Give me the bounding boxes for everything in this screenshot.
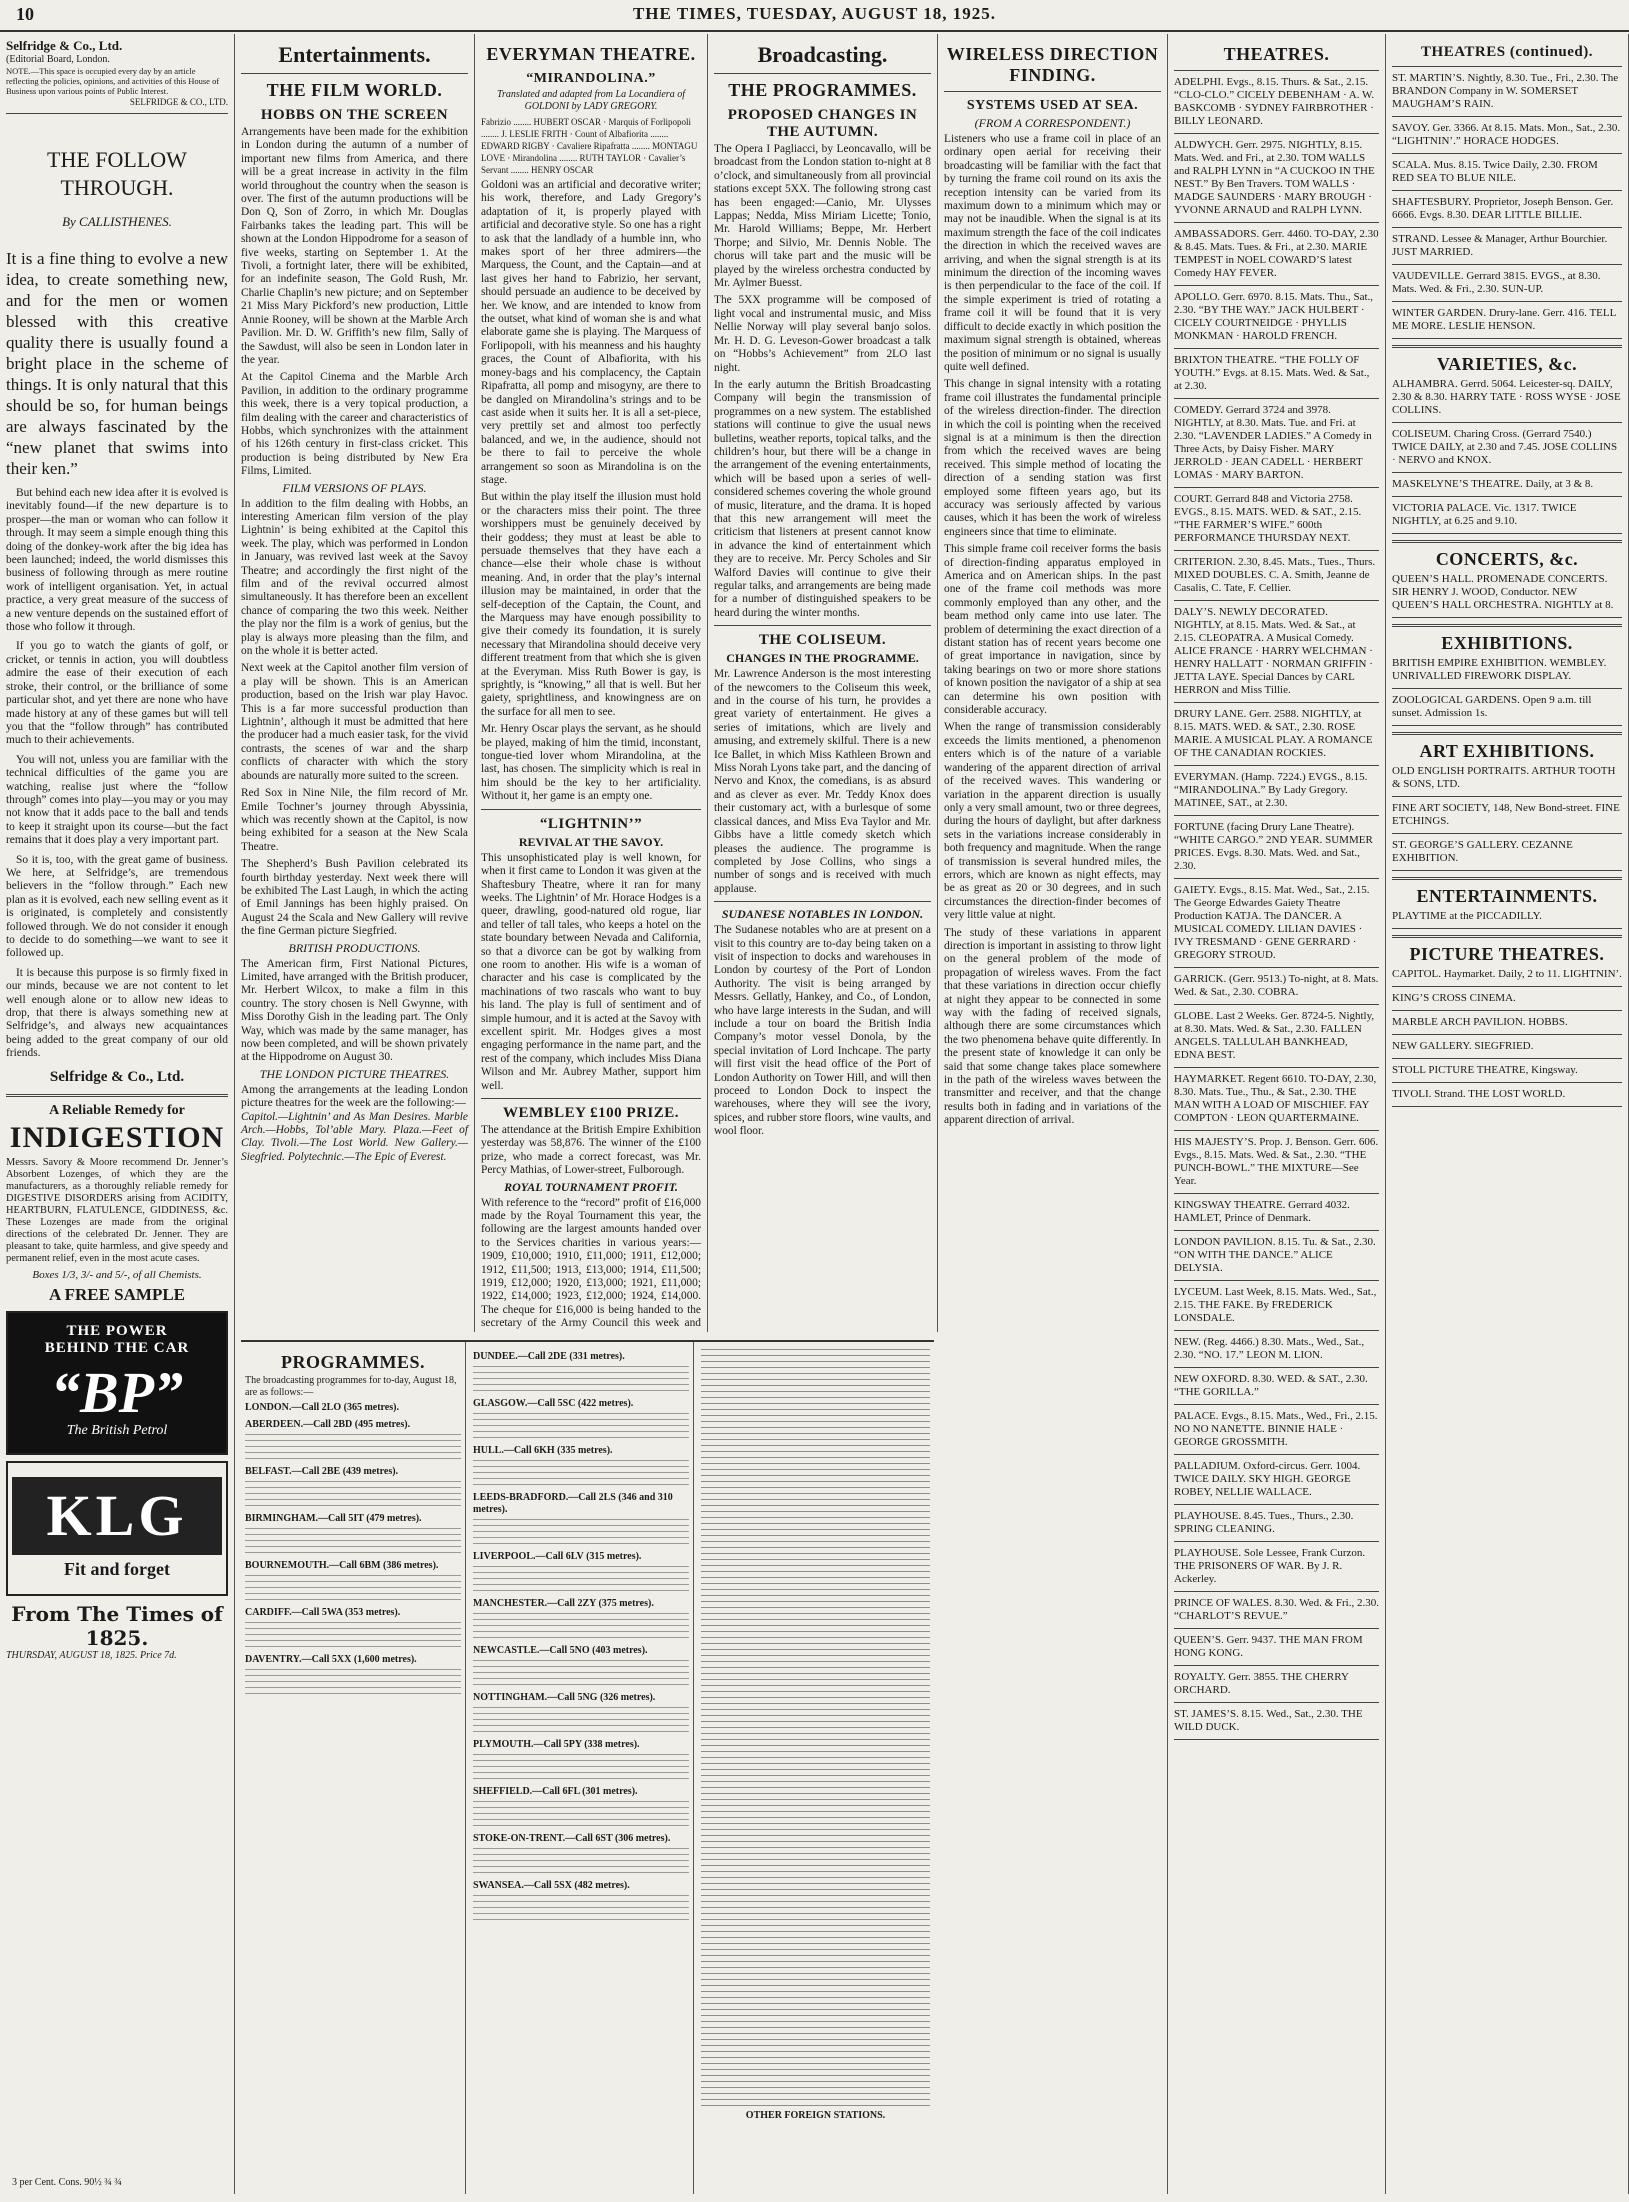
subhead-british: BRITISH PRODUCTIONS. — [288, 940, 421, 955]
article-para-6: It is because this purpose is so firmly fixed in our minds, because we are not content to let well enough alone or to allow new ideas to drop, that there is always something new at Selfridge’s, and always new acquaintances being added to the great company of our old friends. — [6, 966, 228, 1060]
programme-details — [473, 1704, 689, 1734]
programmes-col-1 — [241, 1342, 466, 2194]
film-text-7: The American firm, First National Pictures, Limited, have arranged with the British producer, Mr. Herbert Wilcox, to make a film in this country. The story chosen is Nell Gwynne, with Miss Dorothy Gish in the leading part. The Only Way, which was made by the same manager, has now been completed, and will be shown privately at the Hippodrome on August 30. — [241, 957, 468, 1064]
review-text-1: Goldoni was an artificial and decorative writer; his work, therefore, and Lady Gregory’s adaptation of it, is properly played with artificial and decorative style. So one has a right to ask that the landlady of a humble inn, who makes sport of her three admirers—the Marquess, the Count, and the Captain—and at last gives her hand to Fabrizio, her servant, should persuade an audience to be deceived by her. We know, and are intended to know from the outset, what kind of woman she is and what elaborate game she is playing. The Marquess of Forlipopoli, with his meanness and his haughty graces, the Count of Albafiorita, with his money-bags and his complacency, the Captain Ripafratta, all pomp and misogyny, are there to be dangled on Mirandolina’s strings and to be cast aside when it suits her. It is all a set-piece, very prettily set and almost too perfectly balanced, and we, in the audience, should not be there to fail to perceive the whole arrangement so soon as Mirandolina is on the stage. — [481, 179, 701, 486]
theatre-listing: GAIETY. Evgs., 8.15. Mat. Wed., Sat., 2.15. The George Edwardes Gaiety Theatre Production KATJA. The DANCER. A MUSICAL COMEDY. LILIAN DAVIES · IVY TRESMAND · GENE GERRARD · GREGORY STROUD. — [1174, 884, 1370, 961]
bp-line-1: THE POWER — [66, 1322, 168, 1339]
picture-theatre-listing: CAPITOL. Haymarket. Daily, 2 to 11. LIGHTNIN’. — [1392, 968, 1622, 980]
foreign-programme-details — [701, 1346, 930, 2106]
remedy-sample: A FREE SAMPLE — [48, 1284, 186, 1304]
column-selfridge — [0, 34, 235, 2194]
programme-station: CARDIFF.—Call 5WA (353 metres). — [245, 1607, 401, 1618]
theatre-listing: HIS MAJESTY’S. Prop. J. Benson. Gerr. 606. Evgs., 8.15. Mats. Wed. & Sat., 2.30. “THE PUNCH-BOWL.” THE MIXTURE—See Year. — [1174, 1136, 1379, 1187]
programme-station: PLYMOUTH.—Call 5PY (338 metres). — [473, 1739, 640, 1750]
column-broadcasting — [708, 34, 938, 1332]
film-text-1: Arrangements have been made for the exhibition in London during the autumn of a number of important new films from America, and there will be a great increase in activity in the film world throughout the country when the season is over. The first of the autumn productions will be Don Q, Son of Zorro, in which Mr. Douglas Fairbanks takes the leading part. This will be shown at the London Hippodrome for a season of five weeks, starting on September 1. At the Tivoli, a fortnight later, there will be exhibited, for an indefinite season, The Gold Rush, Mr. Charlie Chaplin’s new picture; and on September 21 Miss Mary Pickford’s new production, Little Annie Rooney, will be shown at the Marble Arch Pavilion. Mr. D. W. Griffith’s new film, Sally of the Sawdust, will also be seen in London later in the year. — [241, 126, 468, 366]
theatre-listing: BRIXTON THEATRE. “THE FOLLY OF YOUTH.” Evgs. at 8.15. Mats. Wed. & Sat., at 2.30. — [1174, 354, 1370, 392]
programme-station: LIVERPOOL.—Call 6LV (315 metres). — [473, 1551, 642, 1562]
article-para-4: You will not, unless you are familiar with the technical difficulties of the game you are watching, realise just where the “follow through” comes into play—you may or you may not know that it adds pace to the ball and tends to keep it straight upon its course—but the fact remains that it does play a very important part. — [6, 753, 228, 847]
article-byline: By CALLISTHENES. — [62, 214, 172, 229]
theatre-listing: ST. JAMES’S. 8.15. Wed., Sat., 2.30. THE WILD DUCK. — [1174, 1708, 1363, 1733]
bp-tagline: The British Petrol — [66, 1422, 168, 1438]
headline-hobbs: HOBBS ON THE SCREEN — [260, 107, 449, 123]
headline-coliseum-changes: CHANGES IN THE PROGRAMME. — [726, 651, 919, 666]
programme-station: STOKE-ON-TRENT.—Call 6ST (306 metres). — [473, 1833, 671, 1844]
headline-film-world: THE FILM WORLD. — [266, 80, 443, 100]
theatres-list — [1174, 76, 1379, 1740]
programme-station: NEWCASTLE.—Call 5NO (403 metres). — [473, 1645, 648, 1656]
section-varieties: VARIETIES, &c. — [1436, 354, 1578, 374]
programmes-block — [241, 1340, 934, 2194]
variety-listing: MASKELYNE’S THEATRE. Daily, at 3 & 8. — [1392, 478, 1594, 490]
article-headline: THE FOLLOW THROUGH. — [47, 147, 187, 200]
art-list — [1392, 765, 1622, 871]
film-text-3: In addition to the film dealing with Hobbs, an interesting American film version of the play Lightnin’ is being exhibited at the Capitol this week. The play, which was performed in London in January, was revived last week at the Savoy Theatre; and accordingly the first night of the film and of the revival occurred almost simultaneously. It has therefore been an excellent chance of comparing the two this week. Neither the play nor the film is a work of genius, but the play is always more pleasing than the film, and on the whole it is better acted. — [241, 497, 468, 658]
programme-details — [473, 1751, 689, 1781]
firm-sub: (Editorial Board, London. — [6, 54, 110, 65]
headline-coliseum: THE COLISEUM. — [758, 632, 887, 649]
programme-station: MANCHESTER.—Call 2ZY (375 metres). — [473, 1598, 654, 1609]
bp-advert — [6, 1311, 228, 1455]
theatre-listing: APOLLO. Gerr. 6970. 8.15. Mats. Thu., Sat., 2.30. “BY THE WAY.” JACK HULBERT · CICELY COURTNEIDGE · PHYLLIS MONKMAN · HAROLD FRENCH. — [1174, 291, 1374, 342]
programme-station: NOTTINGHAM.—Call 5NG (326 metres). — [473, 1692, 656, 1703]
theatre-listing: PLAYHOUSE. Sole Lessee, Frank Curzon. THE PRISONERS OF WAR. By J. R. Ackerley. — [1174, 1547, 1366, 1585]
programme-london: LONDON.—Call 2LO (365 metres). — [245, 1402, 399, 1413]
headline-everyman: EVERYMAN THEATRE. — [486, 44, 696, 64]
programme-station: SHEFFIELD.—Call 6FL (301 metres). — [473, 1786, 638, 1797]
programme-station: ABERDEEN.—Call 2BD (495 metres). — [245, 1419, 411, 1430]
theatre-listing: SHAFTESBURY. Proprietor, Joseph Benson. Ger. 6666. Evgs. 8.30. DEAR LITTLE BILLIE. — [1392, 196, 1614, 221]
bp-line-1b: BEHIND THE CAR — [44, 1339, 190, 1356]
concert-listing: QUEEN’S HALL. PROMENADE CONCERTS. SIR HENRY J. WOOD, Conductor. NEW QUEEN’S HALL ORCHESTRA. NIGHTLY at 8. — [1392, 573, 1614, 611]
programme-stations-a — [245, 1419, 461, 1696]
film-text-2: At the Capitol Cinema and the Marble Arch Pavilion, in addition to the ordinary programme this week, there is a very topical production, a film dealing with the career and characteristics of Hobbs, which synchronizes with the attainment of his 126th century in first-class cricket. This production is being distributed by New Era Films, Limited. — [241, 371, 468, 478]
theatre-listing: GARRICK. (Gerr. 9513.) To-night, at 8. Mats. Wed. & Sat., 2.30. COBRA. — [1174, 973, 1379, 998]
theatre-listing: COURT. Gerrard 848 and Victoria 2758. EVGS., 8.15. MATS. WED. & SAT., 2.15. “THE FARMER’S WIFE.” 600th PERFORMANCE THURSDAY NEXT. — [1174, 493, 1362, 544]
coliseum-text: Mr. Lawrence Anderson is the most interesting of the newcomers to the Coliseum this week, and in the course of his turn, he provides a great variety of entertainment. He gives a series of imitations, which are lively and amusing, and extremely skilful. There is a new Ice Ballet, in which Miss Kathleen Brown and Miss Norah Lyons take part, and the dancing of Nervo and Knox, the comedians, is as absurd and as clever as ever. Mr. Teddy Knox does their customary act, with a burlesque of some classical dances, and Miss Eva Taylor and Mr. Gibbs have a little comedy sketch which pleases the audience. The programme is completed by Jose Collins, who sings a number of songs and is received with much applause. — [714, 668, 931, 895]
other-foreign-stations: OTHER FOREIGN STATIONS. — [745, 2110, 886, 2121]
headline-tournament: ROYAL TOURNAMENT PROFIT. — [504, 1179, 678, 1194]
section-concerts: CONCERTS, &c. — [1435, 549, 1579, 569]
firm-signature: SELFRIDGE & CO., LTD. — [129, 97, 228, 107]
theatre-listing: ALDWYCH. Gerr. 2975. NIGHTLY, 8.15. Mats. Wed. and Fri., at 2.30. TOM WALLS and RALPH LYNN in “A CUCKOO IN THE NEST.” By Ben Travers. TOM WALLS · MADGE SAUNDERS · MARY BROUGH · YVONNE ARNAUD and RALPH LYNN. — [1174, 139, 1375, 216]
column-everyman — [475, 34, 708, 1332]
variety-listing: VICTORIA PALACE. Vic. 1317. TWICE NIGHTLY, at 6.25 and 9.10. — [1392, 502, 1577, 527]
bp-logo: “BP” — [50, 1359, 184, 1425]
programme-stations-b — [473, 1351, 689, 1922]
firm-name: Selfridge & Co., Ltd. — [6, 38, 123, 53]
programme-station: DUNDEE.—Call 2DE (331 metres). — [473, 1351, 625, 1362]
programme-details — [245, 1572, 461, 1602]
theatre-listing: PALACE. Evgs., 8.15. Mats., Wed., Fri., 2.15. NO NO NANETTE. BINNIE HALE · GEORGE GROSSMITH. — [1174, 1410, 1378, 1448]
masthead — [0, 0, 1629, 32]
theatre-listing: CRITERION. 2.30, 8.45. Mats., Tues., Thurs. MIXED DOUBLES. C. A. Smith, Jeanne de Casalis, C. Tate, F. Cellier. — [1174, 556, 1376, 594]
headline-mirandolina: “MIRANDOLINA.” — [526, 71, 656, 86]
theatre-listing: STRAND. Lessee & Manager, Arthur Bourchier. JUST MARRIED. — [1392, 233, 1608, 258]
theatre-listing: VAUDEVILLE. Gerrard 3815. EVGS., at 8.30. Mats. Wed. & Fri., 2.30. SUN-UP. — [1392, 270, 1601, 295]
review-text-3: Mr. Henry Oscar plays the servant, as he should be played, making of him the timid, inconstant, tongue-tied lover whom Mirandolina, at the last, has chosen. The simplicity which is real in him should be the key to her artificiality. Without it, her game is an empty one. — [481, 723, 701, 803]
theatre-listing: NEW. (Reg. 4466.) 8.30. Mats., Wed., Sat., 2.30. “NO. 17.” LEON M. LION. — [1174, 1336, 1365, 1361]
page-title: THE TIMES, TUESDAY, AUGUST 18, 1925. — [632, 4, 997, 23]
klg-advert — [6, 1461, 228, 1596]
theatres-continued-list — [1392, 72, 1622, 339]
picture-theatre-listing: KING’S CROSS CINEMA. — [1392, 992, 1516, 1004]
section-exhibitions: EXHIBITIONS. — [1441, 633, 1573, 653]
theatre-listing: ST. MARTIN’S. Nightly, 8.30. Tue., Fri., 2.30. The BRANDON Company in W. SOMERSET MAUGHAM’S RAIN. — [1392, 72, 1619, 110]
variety-listing: COLISEUM. Charing Cross. (Gerrard 7540.) TWICE DAILY, at 2.30 and 7.45. JOSE COLLINS · NERVO and KNOX. — [1392, 428, 1618, 466]
film-text-9: Capitol.—Lightnin’ and As Man Desires. Marble Arch.—Hobbs, Tol’able Mary. Plaza.—Feet of Clay. Tivoli.—The Lost World. New Gallery.—Siegfried. Polytechnic.—The Epic of Everest. — [241, 1110, 468, 1163]
theatre-listing: KINGSWAY THEATRE. Gerrard 4032. HAMLET, Prince of Denmark. — [1174, 1199, 1350, 1224]
programmes-col-3 — [697, 1342, 934, 2194]
programme-details — [473, 1563, 689, 1593]
programme-details — [245, 1478, 461, 1508]
programme-details — [473, 1457, 689, 1487]
section-entertainments: Entertainments. — [278, 42, 431, 67]
film-text-6: The Shepherd’s Bush Pavilion celebrated its fourth birthday yesterday. Next week there will be exhibited The Last Laugh, in which the acting of Emil Jannings has been highly praised. On August 24 the Scala and New Gallery will revive the fine German picture Siegfried. — [241, 858, 468, 938]
remedy-body: Messrs. Savory & Moore recommend Dr. Jenner’s Absorbent Lozenges, of which they are the manufacturers, as a thoroughly reliable remedy for DIGESTIVE DISORDERS arising from ACIDITY, HEARTBURN, FLATULENCE, GIDDINESS, &c. These Lozenges are made from the original directions of the celebrated Dr. Jenner. They are pleasant to take, quite harmless, and give speedy and permanent relief, even in the most acute cases. — [6, 1156, 228, 1264]
remedy-top: A Reliable Remedy for — [49, 1102, 185, 1118]
firm-footer: Selfridge & Co., Ltd. — [49, 1068, 185, 1085]
film-text-4: Next week at the Capitol another film version of a play will be shown. This is an American production, based on the Irish war play Havoc. This is a far more successful production than Lightnin’, although it must be admitted that here the producer had a much easier task, for the vivid contrasts, the scenes of war and the sharp conflicts of character with which the story abounds are naturally more suited to the screen. — [241, 662, 468, 782]
wireless-text-1: Listeners who use a frame coil in place of an ordinary open aerial for receiving their broadcasting will be familiar with the fact that by turning the frame coil round on its axis the reception intensity can be varied from its maximum down to a minimum which may or may not be inaudible. When the signal is at its maximum strength the face of the coil indicates the direction in which the received waves are arriving, and when the signal strength is at its minimum the direction of the incoming waves is then perpendicular to the face of the coil. If the simple experiment is tried of rotating a frame coil it will be found that it is very difficult to decide exactly in which position the maximum signal strength is obtained, whereas the position of minimum or no signal is usually quite well defined. — [944, 133, 1161, 373]
theatre-listing: AMBASSADORS. Gerr. 4460. TO-DAY, 2.30 & 8.45. Mats. Tues. & Fri., at 2.30. MARIE TEMPEST in NOEL COWARD’S latest Comedy HAY FEVER. — [1174, 228, 1379, 279]
cast-list: Fabrizio ........ HUBERT OSCAR · Marquis of Forlipopoli ........ J. LESLIE FRITH · Count of Albafiorita ........ EDWARD RIGBY · Cavaliere Ripafratta ........ MONTAGU LOVE · Mirandolina ........ RUTH TAYLOR · Cavalier’s Servant ........ HENRY OSCAR — [481, 117, 698, 175]
picture-theatre-listing: TIVOLI. Strand. THE LOST WORLD. — [1392, 1088, 1566, 1100]
programme-station: BOURNEMOUTH.—Call 6BM (386 metres). — [245, 1560, 439, 1571]
programme-station: BELFAST.—Call 2BE (439 metres). — [245, 1466, 399, 1477]
art-listing: FINE ART SOCIETY, 148, New Bond-street. FINE ETCHINGS. — [1392, 802, 1620, 827]
article-para-2: But behind each new idea after it is evolved is inevitably found—if the new departure is to prosper—the man or woman who can follow it through. It may seem a simple enough thing this doing of the donkey-work after the big idea has been launched; indeed, the world dismisses this business of following through as mere routine work of intelligent organisation. Yet, in actual practice, a very great measure of the success of a new venture depends on the sustained effort of those who follow it through. — [6, 487, 228, 634]
programme-details — [473, 1610, 689, 1640]
art-listing: ST. GEORGE’S GALLERY. CEZANNE EXHIBITION. — [1392, 839, 1573, 864]
programme-station: HULL.—Call 6KH (335 metres). — [473, 1445, 613, 1456]
theatre-listing: LYCEUM. Last Week, 8.15. Mats. Wed., Sat., 2.15. THE FAKE. By FREDERICK LONSDALE. — [1174, 1286, 1377, 1324]
picture-theatre-listing: MARBLE ARCH PAVILION. HOBBS. — [1392, 1016, 1568, 1028]
lightnin-text: This unsophisticated play is well known, for when it first came to London it was given at the Shaftesbury Theatre, where it ran for many weeks. The Lightnin’ of Mr. Horace Hodges is a queer, drawling, good-natured old rogue, liar and teller of tall tales, who keeps a hotel on the state boundary between Nevada and California, so that a divorce can be got by walking from one room to another. His wife is a woman of character and his case is complicated by the machinations of two rascals who want to buy his land. The play is full of sentiment and of simple humour, and it is acted at the Savoy with excellent spirit. Mr. Hodges gives a most engaging performance in the name part, and the rest of the company, which includes Miss Diana Wilson and Mr. Aubrey Mather, support him well. — [481, 851, 701, 1092]
theatre-listing: HAYMARKET. Regent 6610. TO-DAY, 2.30, 8.30. Mats. Tue., Thu., & Sat., 2.30. THE MAN WITH A LOAD OF MISCHIEF. FAY COMPTON · LEON QUARTERMAINE. — [1174, 1073, 1377, 1124]
theatre-listing: NEW OXFORD. 8.30. WED. & SAT., 2.30. “THE GORILLA.” — [1174, 1373, 1368, 1398]
wireless-text-2: This change in signal intensity with a rotating frame coil illustrates the fundamental principle of the wireless direction-finder. The direction in which the coil is pointing when the received signal is at a minimum is then the direction from which the received waves are being received. This simple method of locating the direction of a sending station was first employed some fifteen years ago, but its accuracy was seriously affected by various causes, which it has been the work of wireless engineers since that time to eliminate. — [944, 378, 1161, 538]
picture-theatre-listing: NEW GALLERY. SIEGFRIED. — [1392, 1040, 1534, 1052]
programme-details — [473, 1892, 689, 1922]
subhead-picture-theatres: THE LONDON PICTURE THEATRES. — [259, 1066, 450, 1081]
klg-logo: KLG — [12, 1477, 222, 1555]
picture-theatres-list — [1392, 968, 1622, 1107]
remedy-price: Boxes 1/3, 3/- and 5/-, of all Chemists. — [32, 1268, 202, 1281]
programme-details — [245, 1619, 461, 1649]
programme-details — [473, 1845, 689, 1875]
consols-note: 3 per Cent. Cons. 90½ ¾ ¾ — [12, 2177, 122, 2188]
theatre-listing: PALLADIUM. Oxford-circus. Gerr. 1004. TWICE DAILY. SKY HIGH. GEORGE ROBEY, NELLIE WALLACE. — [1174, 1460, 1361, 1498]
theatre-listing: SAVOY. Ger. 3366. At 8.15. Mats. Mon., Sat., 2.30. “LIGHTNIN’.” HORACE HODGES. — [1392, 122, 1621, 147]
ent-list — [1392, 910, 1622, 929]
wireless-text-5: The study of these variations in apparent direction is important in assisting to throw light on the general problem of the mode of propagation of wireless waves. From the fact that these variations in direction occur chiefly at night they appear to be connected in some way with the fading of received signals, although there are some circumstances which the two phenomena behave quite differently. In the present state of knowledge it can only be said that some change takes place somewhere in the path of the wireless waves between the transmitter and receiver, and that the change results both in fading and in variations of the apparent direction of arrival. — [944, 926, 1161, 1127]
from-times-heading: From The Times of 1825. — [11, 1601, 223, 1650]
film-text-8: Among the arrangements at the leading London picture theatres for the week are the following:— — [241, 1083, 468, 1110]
programme-station: LEEDS-BRADFORD.—Call 2LS (346 and 310 metres). — [473, 1492, 673, 1515]
article-para-1: It is a fine thing to evolve a new idea, to create something new, and for the men or women blessed with this creative quality there is usually found a bright place in the scheme of things. It is only natural that this should be so, for human beings are always fascinated by the “new planet that swims into their ken.” — [6, 249, 228, 478]
sudanese-text: The Sudanese notables who are at present on a visit to this country are to-day being taken on a visit of inspection to docks and warehouses in London by courtesy of the Port of London Authority. The visit is being arranged by Messrs. Gellatly, Hankey, and Co., of London, who have large interests in the Sudan, and will include a tour on board the British India Company’s motor vessel Donola, by the special invitation of Lord Inchcape. The party will first visit the head office of the Port of London Authority on Tower Hill, and will then proceed to London Dock to inspect the warehouses, where they will see the ivory, spices, and rubber store floors, wine vaults, and wool floor. — [714, 924, 932, 1138]
programme-details — [473, 1516, 689, 1546]
exhibition-listing: BRITISH EMPIRE EXHIBITION. WEMBLEY. UNRIVALLED FIREWORK DISPLAY. — [1392, 657, 1607, 682]
review-text-2: But within the play itself the illusion must hold or the characters miss their point. The three worshippers must be genuinely deceived by their goddess; they must at least be able to persuade themselves that they have each a chance—else their whole chase is without meaning. And, in order that the play’s internal illusion may be maintained, in order that the self-deception of the Captain, the Count, and the Marquess may have enough possibility to give their comedy its foundation, it is surely necessary that Mirandolina should deceive very different treatment from that which she is given at the Everyman. Miss Ruth Bower is gay, is sprightly, is “knowing,” all that is well. But her gaiety, sprightliness, and knowingness are on the surface for all men to see. — [481, 491, 701, 718]
programme-details — [473, 1363, 689, 1393]
credit-mirandolina: Translated and adapted from La Locandiera of GOLDONI by LADY GREGORY. — [497, 89, 685, 112]
theatre-listing: EVERYMAN. (Hamp. 7224.) EVGS., 8.15. “MIRANDOLINA.” By Lady Gregory. MATINEE, SAT., at 2.30. — [1174, 771, 1368, 809]
programme-details — [245, 1525, 461, 1555]
headline-programmes-list: PROGRAMMES. — [281, 1352, 425, 1372]
wireless-credit: (FROM A CORRESPONDENT.) — [974, 116, 1131, 130]
section-broadcasting: Broadcasting. — [757, 42, 888, 67]
headline-sudanese: SUDANESE NOTABLES IN LONDON. — [721, 907, 924, 922]
wireless-text-3: This simple frame coil receiver forms the basis of direction-finding apparatus employed in America and on American ships. In the past one of the frame coil methods was more commonly employed than any other, and the beam method only came into use later. The problem of determining the exact direction of a distant station has of recent years become one of great importance in navigation, since by taking bearings on two or more shore stations of known position the navigator of a ship at sea can determine his own position with considerable accuracy. — [944, 543, 1161, 717]
concerts-list — [1392, 573, 1622, 618]
column-entertainments — [235, 34, 475, 1332]
column-wireless — [938, 34, 1168, 2194]
theatre-listing: FORTUNE (facing Drury Lane Theatre). “WHITE CARGO.” 2ND YEAR. SUMMER PRICES. Evgs. 8.30. Mats. Wed. and Sat., 2.30. — [1174, 821, 1373, 872]
klg-tagline: Fit and forget — [64, 1558, 170, 1579]
programme-station: GLASGOW.—Call 5SC (422 metres). — [473, 1398, 634, 1409]
section-theatres: THEATRES. — [1223, 44, 1330, 64]
theatre-listing: PLAYHOUSE. 8.45. Tues., Thurs., 2.30. SPRING CLEANING. — [1174, 1510, 1354, 1535]
wireless-text-4: When the range of transmission considerably exceeds the limits mentioned, a phenomenon enters which is of the nature of a variable wandering of the apparent direction of arrival of the received waves. This wandering or variation in the apparent direction is usually only a very small amount, two or three degrees, during the hours of daylight, but after darkness sets in the variations increase considerably in both frequency and magnitude. When the range of transmission is several hundred miles, the errors, which are known as night effects, may be as great as 20 or 30 degrees, and in such circumstances the direction-finder becomes of very little value at night. — [944, 721, 1161, 922]
headline-savoy: REVIVAL AT THE SAVOY. — [518, 834, 664, 849]
programmes-col-2 — [469, 1342, 694, 2194]
from-times-dateline: THURSDAY, AUGUST 18, 1825. Price 7d. — [6, 1649, 177, 1661]
entertainment-listing: PLAYTIME at the PICCADILLY. — [1392, 910, 1542, 922]
theatre-listing: QUEEN’S. Gerr. 9437. THE MAN FROM HONG KONG. — [1174, 1634, 1363, 1659]
varieties-list — [1392, 378, 1622, 534]
programme-station: SWANSEA.—Call 5SX (482 metres). — [473, 1880, 630, 1891]
theatre-listing: DRURY LANE. Gerr. 2588. NIGHTLY, at 8.15. MATS. WED. & SAT., 2.30. ROSE MARIE. A MUSICAL PLAY. A ROMANCE OF THE CANADIAN ROCKIES. — [1174, 708, 1373, 759]
theatre-listing: SCALA. Mus. 8.15. Twice Daily, 2.30. FROM RED SEA TO BLUE NILE. — [1392, 159, 1598, 184]
film-text-5: Red Sox in Nine Nile, the film record of Mr. Emile Tochner’s journey through Abyssinia, which was recently shown at the Capitol, is now being exhibited for a season at the New Scala Theatre. — [241, 787, 468, 853]
theatre-listing: PRINCE OF WALES. 8.30. Wed. & Fri., 2.30. “CHARLOT’S REVUE.” — [1174, 1597, 1379, 1622]
programme-station: DAVENTRY.—Call 5XX (1,600 metres). — [245, 1654, 417, 1665]
exhibitions-list — [1392, 657, 1622, 726]
column-theatres-continued — [1386, 34, 1629, 2194]
headline-lightnin: “LIGHTNIN’” — [539, 815, 643, 832]
theatre-listing: ADELPHI. Evgs., 8.15. Thurs. & Sat., 2.15. “CLO-CLO.” CICELY DEBENHAM · A. W. BASKCOMB · SYDNEY FAIRBROTHER · BILLY LEONARD. — [1174, 76, 1375, 127]
theatre-listing: LONDON PAVILION. 8.15. Tu. & Sat., 2.30. “ON WITH THE DANCE.” ALICE DELYSIA. — [1174, 1236, 1376, 1274]
firm-note: NOTE.—This space is occupied every day by an article reflecting the policies, opinions, and activities of this House of Business upon various points of Public Interest. — [6, 66, 220, 96]
variety-listing: ALHAMBRA. Gerrd. 5064. Leicester-sq. DAILY, 2.30 & 8.30. HARRY TATE · ROSS WYSE · JOSE COLLINS. — [1392, 378, 1621, 416]
article-para-3: If you go to watch the giants of golf, or cricket, or tennis in action, you will doubtless admire the ease of their execution of each stroke, their control, or the brilliance of some particular shot, and yet there are none who have made history at any of these games but will tell you that the “follow through” has contributed much to their achievements. — [6, 640, 228, 747]
section-theatres-continued: THEATRES (continued). — [1421, 44, 1593, 60]
programme-details — [245, 1666, 461, 1696]
wembley-text: The attendance at the British Empire Exhibition yesterday was 58,876. The winner of the £100 prize, who made a correct forecast, was Mr. Percy Mathias, of Lower-street, Fulborough. — [481, 1124, 701, 1177]
programme-details — [473, 1798, 689, 1828]
headline-systems-at-sea: SYSTEMS USED AT SEA. — [966, 98, 1139, 113]
programme-station: BIRMINGHAM.—Call 5IT (479 metres). — [245, 1513, 422, 1524]
column-theatres — [1168, 34, 1386, 2194]
theatre-listing: DALY’S. NEWLY DECORATED. NIGHTLY, at 8.15. Mats. Wed. & Sat., at 2.15. CLEOPATRA. A Musical Comedy. ALICE FRANCE · HARRY WELCHMAN · HENRY HALLATT · NORMAN GRIFFIN · JETTA LAYE. Special Dances by CARL HERRON and Miss Tillie. — [1174, 606, 1373, 696]
theatre-listing: ROYALTY. Gerr. 3855. THE CHERRY ORCHARD. — [1174, 1671, 1349, 1696]
programme-details — [245, 1431, 461, 1461]
article-para-5: So it is, too, with the great game of business. We here, at Selfridge’s, are tremendous believers in the “follow through.” Each new plan as it is evolved, each new selling event as it is originated, is completely and consistently followed through. We do not consider it enough to decide to do something—we want to see it followed up. — [6, 853, 228, 960]
art-listing: OLD ENGLISH PORTRAITS. ARTHUR TOOTH & SONS, LTD. — [1392, 765, 1616, 790]
exhibition-listing: ZOOLOGICAL GARDENS. Open 9 a.m. till sunset. Admission 1s. — [1392, 694, 1592, 719]
picture-theatre-listing: STOLL PICTURE THEATRE, Kingsway. — [1392, 1064, 1578, 1076]
headline-wembley: WEMBLEY £100 PRIZE. — [502, 1105, 680, 1121]
headline-proposed-changes: PROPOSED CHANGES IN THE AUTUMN. — [727, 107, 918, 140]
subhead-film-versions: FILM VERSIONS OF PLAYS. — [282, 480, 427, 495]
theatre-listing: GLOBE. Last 2 Weeks. Ger. 8724-5. Nightly, at 8.30. Mats. Wed. & Sat., 2.30. FALLEN ANGELS. TALLULAH BANKHEAD, EDNA BEST. — [1174, 1010, 1375, 1061]
section-picture-theatres: PICTURE THEATRES. — [1409, 944, 1605, 964]
programme-details — [473, 1410, 689, 1440]
page-number: 10 — [16, 4, 34, 24]
section-entertainments-list: ENTERTAINMENTS. — [1416, 886, 1598, 906]
broadcast-text-3: In the early autumn the British Broadcasting Company will begin the transmission of programmes on a new system. The established stations will continue to give the usual news bulletins, weather reports, topical talks, and the children’s hour, but there will be a change in the arrangement of the evening entertainments, which will be based upon a series of well-considered schemes covering the whole ground of music, literature, and the drama. It is hoped that this new arrangement will meet the criticism that listeners at present cannot know in advance the kind of entertainment which they are to receive. Mr. Percy Scholes and Sir Walford Davies will continue to give their regular talks, and arrangements are being made for a number of distinguished speakers to be heard during the winter months. — [714, 378, 931, 619]
programme-stations-c — [701, 1346, 930, 2106]
theatre-listing: COMEDY. Gerrard 3724 and 3978. NIGHTLY, at 8.30. Mats. Tue. and Fri. at 2.30. “LAVENDER LADIES.” A Comedy in Three Acts, by Daisy Fisher. MARY JERROLD · JEAN CADELL · HERBERT LOMAS · MARY BARTON. — [1174, 404, 1372, 481]
remedy-title: INDIGESTION — [9, 1120, 225, 1154]
programme-details — [473, 1657, 689, 1687]
tournament-text: With reference to the “record” profit of £16,000 made by the Royal Tournament this year, the following are the largest amounts handed over to the Services charities in various years:—1909, £10,000; 1910, £11,000; 1911, £12,000; 1912, £11,500; 1913, £13,000; 1914, £11,500; 1919, £12,000; 1920, £13,000; 1921, £11,000; 1922, £14,000; 1923, £12,000; 1924, £14,000. The cheque for £16,000 is being handed to the secretary of the Army Council this week and — [481, 1196, 701, 1330]
headline-wireless: WIRELESS DIRECTION FINDING. — [946, 44, 1159, 85]
programmes-intro: The broadcasting programmes for to-day, August 18, are as follows:— — [245, 1375, 457, 1398]
section-art-exhibitions: ART EXHIBITIONS. — [1419, 741, 1595, 761]
theatre-listing: WINTER GARDEN. Drury-lane. Gerr. 416. TELL ME MORE. LESLIE HENSON. — [1392, 307, 1616, 332]
broadcast-text-1: The Opera I Pagliacci, by Leoncavallo, will be broadcast from the London station to-night at 8 o’clock, and simultaneously from all provincial stations except 5XX. The following strong cast has been engaged:—Canio, Mr. Ulysses Lappas; Nedda, Miss Miriam Licette; Tonio, Mr. Harold Williams; Beppe, Mr. Herbert Thorpe; and Silvio, Mr. Dennis Noble. The chorus will take part and the music will be played by the wireless orchestra conducted by Mr. Aylmer Buesst. — [714, 143, 931, 290]
broadcast-text-2: The 5XX programme will be composed of light vocal and instrumental music, and Miss Nellie Norway will play several banjo solos. Mr. H. D. G. Leveson-Gower broadcast a talk on “Hobbs’s Achievement” from 2LO last night. — [714, 294, 931, 374]
headline-programmes: THE PROGRAMMES. — [728, 80, 917, 100]
